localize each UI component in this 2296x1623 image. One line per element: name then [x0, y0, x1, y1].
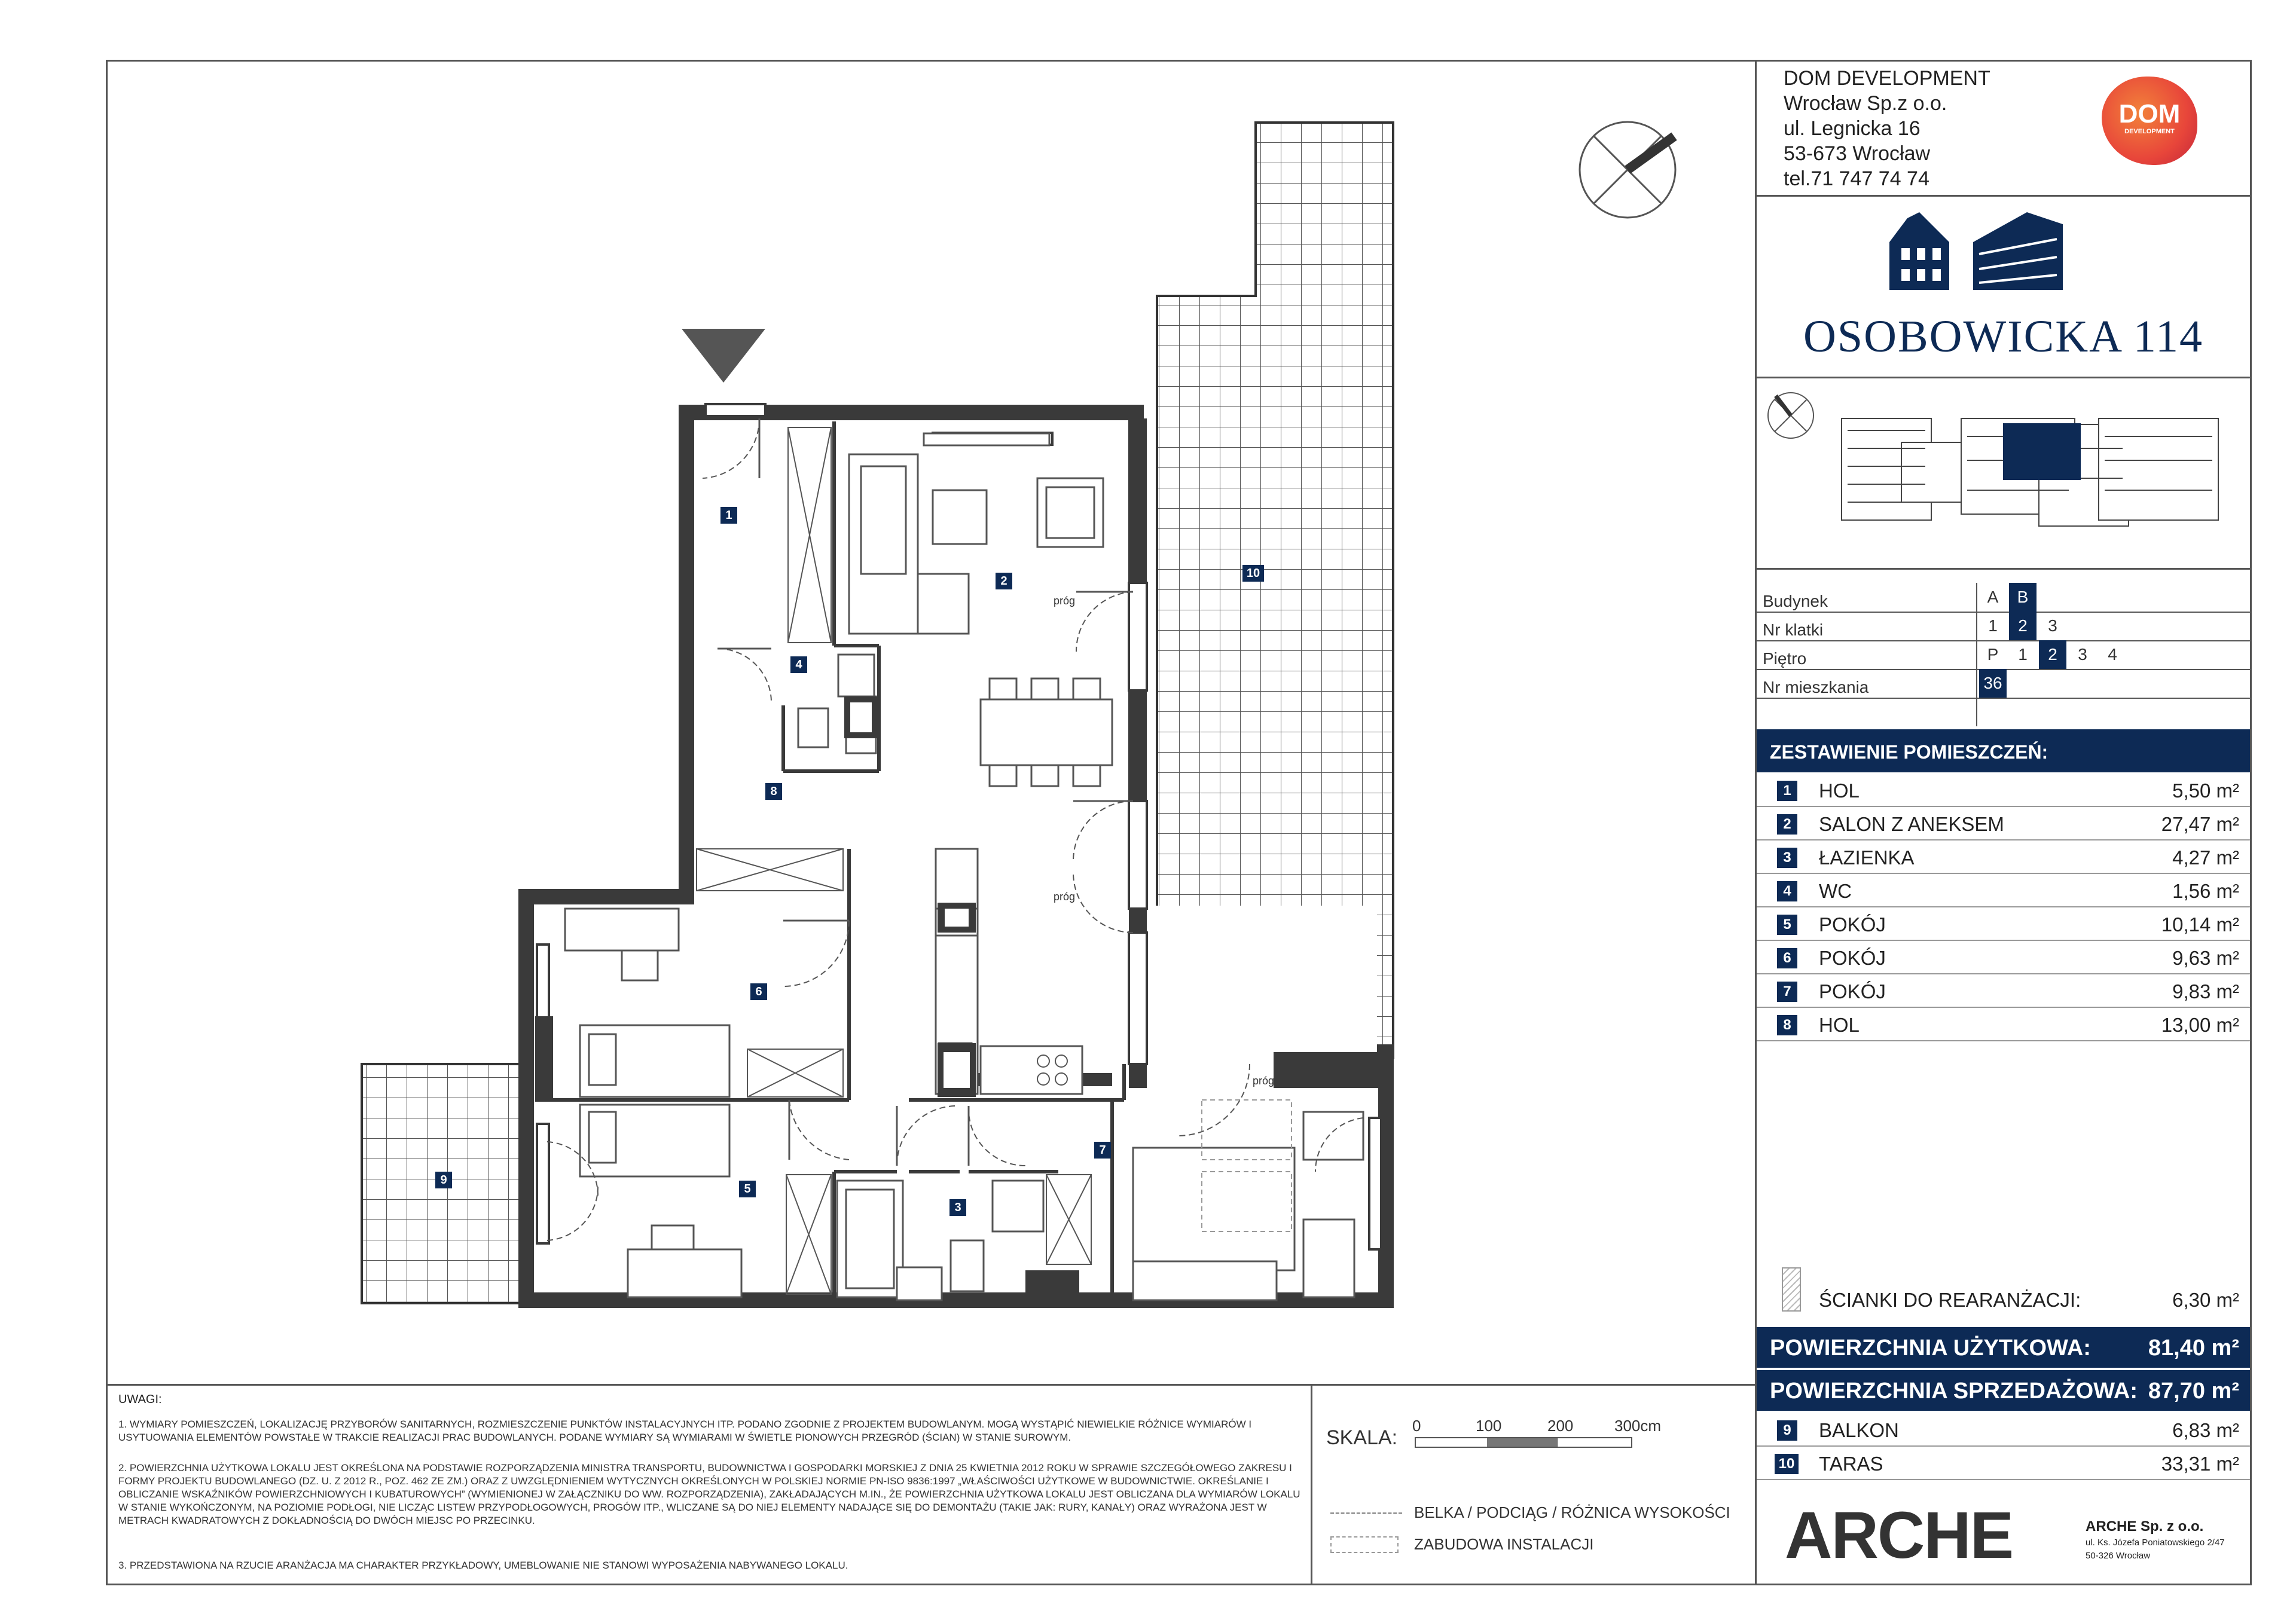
- project-name: OSOBOWICKA 114: [1803, 311, 2204, 362]
- outdoor-number: 10: [1775, 1454, 1799, 1474]
- usable-area-bar: [1757, 1327, 2250, 1368]
- floor-option-3[interactable]: 3: [2078, 645, 2087, 664]
- outdoor-area: 6,83 m²: [2172, 1419, 2239, 1441]
- room-name: WC: [1819, 880, 1852, 902]
- building-option-b[interactable]: B: [2009, 583, 2037, 612]
- room-name: POKÓJ: [1819, 980, 1886, 1002]
- room-area: 9,83 m²: [2172, 980, 2239, 1002]
- company-address: [1784, 66, 1990, 191]
- sale-area-value: 87,70 m²: [2148, 1379, 2239, 1404]
- floor-option-2[interactable]: 2: [2039, 640, 2066, 669]
- room-area: 13,00 m²: [2161, 1014, 2239, 1036]
- outdoor-name: BALKON: [1819, 1419, 1899, 1441]
- floor-plan: [108, 62, 1758, 1395]
- outdoor-row: [1757, 1447, 2250, 1480]
- room-name: HOL: [1819, 780, 1860, 802]
- building-illustration-icon: [1883, 206, 2081, 296]
- partitions-area: 6,30 m²: [2172, 1289, 2239, 1311]
- arche-logo: ARCHE: [1785, 1499, 2013, 1572]
- compass-icon: [1580, 122, 1675, 218]
- room-area: 9,63 m²: [2172, 947, 2239, 969]
- room-name: POKÓJ: [1819, 913, 1886, 936]
- staircase-option-1[interactable]: 1: [1988, 616, 1998, 635]
- partitions-label: ŚCIANKI DO REARANŻACJI:: [1819, 1289, 2081, 1311]
- plan-room-7: 7: [1094, 1142, 1111, 1159]
- room-area: 1,56 m²: [2172, 880, 2239, 902]
- usable-area-value: 81,40 m²: [2148, 1335, 2239, 1361]
- room-row: [1757, 807, 2250, 840]
- room-name: HOL: [1819, 1014, 1860, 1036]
- partition-hatch-icon: [1782, 1267, 1801, 1312]
- logo-text-dom: DOM: [2118, 99, 2181, 129]
- divider: [1757, 195, 2250, 197]
- floor-option-p[interactable]: P: [1987, 645, 1999, 664]
- legend-installation: ZABUDOWA INSTALACJI: [1414, 1535, 1594, 1553]
- plan-room-3: 3: [949, 1199, 966, 1216]
- building-option-a[interactable]: A: [1987, 588, 1999, 606]
- outdoor-name: TARAS: [1819, 1453, 1883, 1475]
- architect-name: ARCHE Sp. z o.o.: [2086, 1518, 2204, 1535]
- room-row: [1757, 974, 2250, 1008]
- outdoor-row: [1757, 1413, 2250, 1447]
- plan-room-6: 6: [750, 983, 767, 1000]
- divider: [1757, 377, 2250, 378]
- plan-room-4: 4: [790, 656, 807, 673]
- label-building: Budynek: [1763, 592, 1828, 610]
- usable-area-label: POWIERZCHNIA UŻYTKOWA:: [1770, 1335, 2091, 1361]
- room-row: [1757, 774, 2250, 807]
- compass-small-icon: [1768, 393, 1813, 438]
- scale-bar: [1415, 1437, 1632, 1448]
- plan-room-10: 10: [1242, 565, 1264, 582]
- room-number: 8: [1777, 1015, 1797, 1035]
- footer-divider: [1311, 1384, 1312, 1584]
- outdoor-area: 33,31 m²: [2161, 1453, 2239, 1475]
- room-number: 5: [1777, 915, 1797, 935]
- threshold-label: próg: [1054, 595, 1076, 607]
- apartment-number: 36: [1979, 669, 2007, 698]
- room-row: [1757, 907, 2250, 941]
- room-name: ŁAZIENKA: [1819, 846, 1915, 869]
- outdoor-number: 9: [1777, 1420, 1797, 1441]
- note-1: 1. WYMIARY POMIESZCZEŃ, LOKALIZACJĘ PRZYBORÓW SANITARNYCH, ROZMIESZCZENIE PUNKTÓW INSTALACYJNYCH ITP. PODANO ZGODNIE Z PROJEKTEM BUDOWLANYM. MOGĄ WYSTĄPIĆ NIEWIELKIE RÓŻNICE WYMIARÓW I USYTUOWANIA ELEMENTÓW POWSTAŁE W TRAKCIE REALIZACJI PRAC BUDOWLANYCH. PODANE WYMIARY SĄ WYMIARAMI W ŚWIETLE PIONOWYCH PRZEGRÓD (ŚCIAN) W STANIE SUROWYM.: [118, 1419, 1252, 1443]
- note-2: 2. POWIERZCHNIA UŻYTKOWA LOKALU JEST OKREŚLONA NA PODSTAWIE ROZPORZĄDZENIA MINISTRA TRANSPORTU, BUDOWNICTWA I GOSPODARKI MORSKIEJ Z DNIA 25 KWIETNIA 2012 ROKU W SPRAWIE SZCZEGÓŁOWEGO ZAKRESU I FORMY PROJEKTU BUDOWLANEGO (DZ. U. Z 2012 R., POZ. 462 ZE ZM.) ORAZ Z UWZGLĘDNIENIEM WYTYCZNYCH OKREŚLONYCH W POLSKIEJ NORMIE PN-ISO 9836:1997 „WŁAŚCIWOŚCI UŻYTKOWE W BUDOWNICTWIE. OKREŚLANIE I OBLICZANIE WSKAŹNIKÓW POWIERZCHNIOWYCH I KUBATUROWYCH” (WYMIENIONEJ W ZAŁĄCZNIKU DO WW. ROZPORZĄDZENIA), ZAKŁADAJĄCYCH M.IN., ŻE POWIERZCHNIA UŻYTKOWA LOKALU JEST OBLICZANA DLA WYMIARÓW LOKALU W STANIE WYKOŃCZONYM, NA POZIOMIE PODŁOGI, NIE LICZĄC LISTEW PRZYPODŁOGOWYCH, PROGÓW ITP., WLICZANE SĄ DO NIEJ ELEMENTY NADAJĄCE SIĘ DO DEMONTAŻU (TAKIE JAK: RURY, KANAŁY) ORAZ WYRAŻONA JEST W METRACH KWADRATOWYCH Z DOKŁADNOŚCIĄ DO DWÓCH MIEJSC PO PRZECINKU.: [118, 1462, 1300, 1526]
- threshold-label: próg: [1253, 1075, 1275, 1087]
- room-row: [1757, 1008, 2250, 1041]
- scale-tick-300: 300cm: [1614, 1417, 1662, 1435]
- room-number: 4: [1777, 881, 1797, 901]
- room-row: [1757, 941, 2250, 974]
- legend-beam: BELKA / PODCIĄG / RÓŻNICA WYSOKOŚCI: [1414, 1503, 1730, 1521]
- room-number: 7: [1777, 982, 1797, 1002]
- entrance-marker-icon: [682, 329, 765, 383]
- room-area: 27,47 m²: [2161, 813, 2239, 835]
- threshold-label: próg: [1054, 891, 1076, 903]
- room-row: [1757, 840, 2250, 874]
- beam-legend-icon: [1330, 1512, 1402, 1514]
- scale-tick-0: 0: [1412, 1417, 1421, 1435]
- scale-label: SKALA:: [1326, 1426, 1398, 1449]
- company-entity: Wrocław Sp.z o.o.: [1784, 92, 1947, 115]
- sale-area-label: POWIERZCHNIA SPRZEDAŻOWA:: [1770, 1379, 2138, 1404]
- sale-area-bar: [1757, 1370, 2250, 1411]
- rooms-header: ZESTAWIENIE POMIESZCZEŃ:: [1757, 729, 2250, 772]
- installation-legend-icon: [1330, 1536, 1399, 1553]
- plan-room-1: 1: [720, 507, 737, 524]
- footer-divider: [108, 1384, 1757, 1386]
- room-number: 3: [1777, 848, 1797, 868]
- room-area: 10,14 m²: [2161, 913, 2239, 936]
- room-number: 6: [1777, 948, 1797, 968]
- architect-city: 50-326 Wrocław: [2086, 1551, 2151, 1561]
- label-staircase: Nr klatki: [1763, 621, 1824, 639]
- room-number: 2: [1777, 814, 1797, 835]
- divider: [1757, 568, 2250, 570]
- notes-title: UWAGI:: [118, 1393, 162, 1406]
- room-area: 5,50 m²: [2172, 780, 2239, 802]
- plan-room-5: 5: [739, 1181, 756, 1197]
- staircase-option-3[interactable]: 3: [2048, 616, 2057, 635]
- key-plan: [1764, 389, 2242, 544]
- staircase-option-2[interactable]: 2: [2009, 612, 2037, 640]
- room-row: [1757, 874, 2250, 907]
- scale-tick-100: 100: [1476, 1417, 1502, 1435]
- architect-address: ul. Ks. Józefa Poniatowskiego 2/47: [2086, 1538, 2225, 1548]
- note-3: 3. PRZEDSTAWIONA NA RZUCIE ARANŻACJA MA CHARAKTER PRZYKŁADOWY, UMEBLOWANIE NIE STANOWI WYPOSAŻENIA NABYWANEGO LOKALU.: [118, 1560, 848, 1571]
- label-apartment: Nr mieszkania: [1763, 678, 1869, 696]
- plan-room-2: 2: [996, 573, 1012, 589]
- room-name: POKÓJ: [1819, 947, 1886, 969]
- room-area: 4,27 m²: [2172, 846, 2239, 869]
- plan-room-9: 9: [435, 1172, 452, 1188]
- logo-text-development: DEVELOPMENT: [2124, 128, 2175, 135]
- floor-option-4[interactable]: 4: [2108, 645, 2117, 664]
- company-phone: tel.71 747 74 74: [1784, 167, 1929, 190]
- scale-tick-200: 200: [1547, 1417, 1574, 1435]
- floor-option-1[interactable]: 1: [2018, 645, 2028, 664]
- room-name: SALON Z ANEKSEM: [1819, 813, 2004, 835]
- company-name: DOM DEVELOPMENT: [1784, 67, 1990, 90]
- key-plan-highlight: [2003, 423, 2081, 480]
- label-floor: Piętro: [1763, 649, 1807, 668]
- plan-room-8: 8: [765, 783, 782, 800]
- company-street: ul. Legnicka 16: [1784, 117, 1921, 140]
- room-number: 1: [1777, 781, 1797, 801]
- company-city: 53-673 Wrocław: [1784, 142, 1931, 165]
